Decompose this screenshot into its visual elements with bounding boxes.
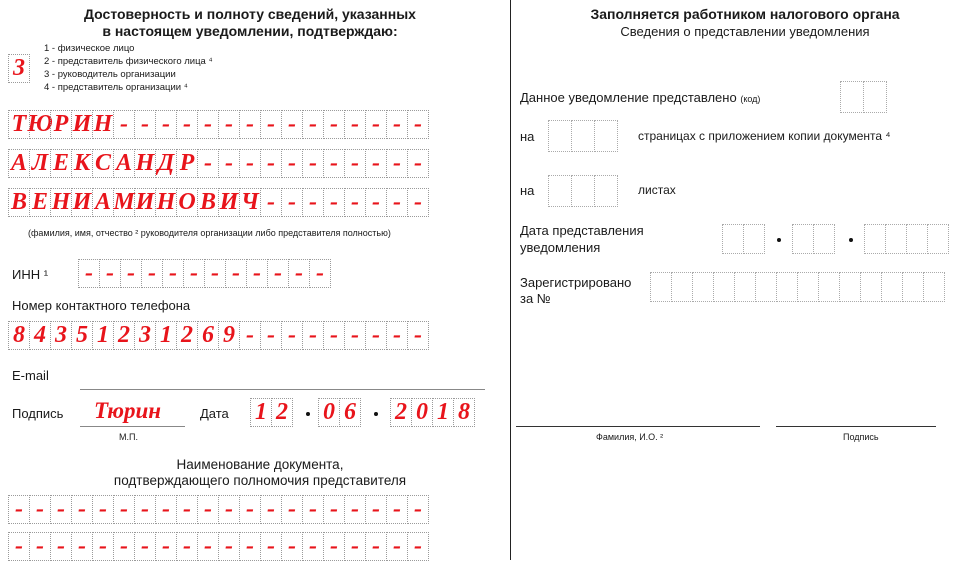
char-cell: Н	[156, 189, 176, 215]
doc-title-line1: Наименование документа,	[176, 457, 344, 472]
reg-date-label-line2: уведомления	[520, 240, 601, 255]
char-cell: И	[72, 189, 92, 215]
registration-label-line2: за №	[520, 291, 551, 306]
date-month-field[interactable]	[318, 398, 360, 427]
char-cell: -	[323, 110, 345, 139]
char-cell: -	[386, 532, 408, 561]
char-cell: -	[50, 532, 72, 561]
char-cell: -	[120, 259, 142, 288]
doc-name-field-1[interactable]	[8, 495, 428, 524]
char-cell: -	[302, 188, 324, 217]
char-cell: 1	[92, 321, 114, 350]
char-cell: -	[281, 321, 303, 350]
char-cell: И	[219, 189, 239, 215]
char-cell: -	[50, 495, 72, 524]
char-cell: -	[134, 110, 156, 139]
char-cell: Т	[8, 110, 30, 139]
char-cell: -	[197, 110, 219, 139]
char-cell: -	[260, 110, 282, 139]
char-cell: -	[407, 495, 429, 524]
char-cell: К	[71, 149, 93, 178]
signature-text: Тюрин	[94, 398, 162, 423]
signer-code-field[interactable]	[8, 54, 29, 83]
char-cell: -	[281, 495, 303, 524]
char-cell: -	[407, 149, 429, 178]
date-separator	[306, 412, 310, 416]
char-cell: Р	[50, 110, 72, 139]
confirmation-title	[30, 6, 470, 40]
registration-label	[520, 275, 631, 307]
char-cell: В	[197, 188, 219, 217]
date-label: Дата	[200, 406, 229, 421]
reg-date-year-boxes[interactable]	[864, 224, 948, 254]
name-caption: (фамилия, имя, отчество ² руководителя организации либо представителя полностью)	[28, 228, 391, 238]
pages-suffix: страницах с приложением копии документа ⁴	[638, 129, 891, 143]
char-cell: -	[302, 110, 324, 139]
sign-caption: Подпись	[843, 432, 879, 442]
char-cell: Р	[176, 149, 198, 178]
date-separator	[777, 238, 781, 242]
char-cell: 6	[197, 321, 219, 350]
reg-date-label	[520, 222, 644, 256]
char-cell: 0	[318, 398, 340, 427]
surname-field[interactable]	[8, 110, 428, 139]
char-cell: -	[302, 149, 324, 178]
registration-number-boxes[interactable]	[650, 272, 944, 302]
char-cell: -	[344, 532, 366, 561]
signer-option: 4 - представитель организации ⁴	[44, 82, 188, 93]
char-cell: -	[344, 321, 366, 350]
char-cell: В	[8, 188, 30, 217]
char-cell: 3	[50, 321, 72, 350]
char-cell: -	[407, 321, 429, 350]
char-cell: Ю	[27, 111, 53, 137]
char-cell: Н	[51, 189, 71, 215]
signer-options	[44, 42, 213, 94]
char-cell: -	[218, 532, 240, 561]
char-cell: -	[239, 321, 261, 350]
presented-label-text: Данное уведомление представлено	[520, 90, 737, 105]
char-cell: -	[365, 149, 387, 178]
email-line	[80, 389, 485, 390]
char-cell: А	[92, 188, 114, 217]
char-cell: -	[246, 259, 268, 288]
char-cell: -	[225, 259, 247, 288]
date-day-field[interactable]	[250, 398, 292, 427]
char-cell: -	[218, 495, 240, 524]
confirmation-title-line1: Достоверность и полноту сведений, указанных	[84, 6, 416, 22]
char-cell: Н	[93, 111, 113, 137]
char-cell: -	[260, 149, 282, 178]
char-cell: О	[176, 188, 198, 217]
char-cell: -	[155, 495, 177, 524]
sheets-count-boxes[interactable]	[548, 175, 617, 207]
sheets-suffix: листах	[638, 183, 676, 197]
char-cell: -	[8, 532, 30, 561]
char-cell: Е	[29, 188, 51, 217]
char-cell: -	[29, 532, 51, 561]
char-cell: -	[344, 495, 366, 524]
tax-office-title: Заполняется работником налогового органа	[590, 6, 900, 22]
char-cell: -	[113, 110, 135, 139]
patronymic-field[interactable]	[8, 188, 428, 217]
email-label: E-mail	[12, 368, 49, 383]
reg-date-day-boxes[interactable]	[722, 224, 764, 254]
sign-line	[776, 426, 936, 427]
char-cell: -	[344, 110, 366, 139]
tax-office-subtitle: Сведения о представлении уведомления	[620, 24, 870, 39]
char-cell: -	[183, 259, 205, 288]
char-cell: -	[204, 259, 226, 288]
char-cell: -	[197, 532, 219, 561]
presented-code-label: (код)	[740, 94, 761, 104]
char-cell: -	[176, 110, 198, 139]
confirmation-title-line2: в настоящем уведомлении, подтверждаю:	[102, 23, 398, 39]
char-cell: -	[71, 532, 93, 561]
char-cell: -	[239, 532, 261, 561]
char-cell: -	[365, 110, 387, 139]
char-cell: 1	[155, 321, 177, 350]
first-name-field[interactable]	[8, 149, 428, 178]
char-cell: -	[113, 532, 135, 561]
char-cell: 9	[218, 321, 240, 350]
phone-label: Номер контактного телефона	[12, 298, 191, 313]
char-cell: -	[323, 321, 345, 350]
char-cell: И	[72, 111, 92, 137]
char-cell: -	[365, 532, 387, 561]
char-cell: -	[365, 495, 387, 524]
char-cell: М	[113, 189, 135, 215]
doc-title-line2: подтверждающего полномочия представителя	[113, 473, 407, 488]
fio-caption: Фамилия, И.О. ²	[596, 432, 664, 442]
char-cell: -	[78, 259, 100, 288]
char-cell: -	[386, 321, 408, 350]
char-cell: -	[113, 495, 135, 524]
signature-label: Подпись	[12, 406, 64, 421]
char-cell: -	[344, 188, 366, 217]
char-cell: Н	[135, 150, 155, 176]
char-cell: 2	[176, 321, 198, 350]
char-cell: -	[218, 110, 240, 139]
char-cell: -	[323, 149, 345, 178]
pages-count-boxes[interactable]	[548, 120, 617, 152]
char-cell: 3	[134, 321, 156, 350]
char-cell: Д	[155, 149, 177, 178]
char-cell: -	[344, 149, 366, 178]
char-cell: -	[323, 188, 345, 217]
char-cell: Ч	[239, 188, 261, 217]
char-cell: -	[365, 321, 387, 350]
signature-line	[80, 426, 185, 427]
char-cell: -	[407, 110, 429, 139]
char-cell: -	[239, 149, 261, 178]
char-cell: -	[281, 188, 303, 217]
char-cell: -	[162, 259, 184, 288]
signer-code-cell: 3	[8, 54, 30, 83]
presented-label	[520, 90, 760, 105]
char-cell: 8	[453, 398, 475, 427]
char-cell: 2	[113, 321, 135, 350]
char-cell: -	[260, 321, 282, 350]
reg-date-month-boxes[interactable]	[792, 224, 834, 254]
char-cell: 4	[29, 321, 51, 350]
char-cell: -	[323, 495, 345, 524]
char-cell: -	[288, 259, 310, 288]
char-cell: -	[281, 149, 303, 178]
char-cell: 1	[432, 398, 454, 427]
doc-title	[30, 457, 490, 489]
sheets-prefix: на	[520, 183, 535, 198]
phone-field[interactable]	[8, 321, 428, 350]
char-cell: -	[239, 495, 261, 524]
char-cell: -	[260, 495, 282, 524]
char-cell: -	[155, 532, 177, 561]
char-cell: -	[92, 532, 114, 561]
char-cell: -	[8, 495, 30, 524]
char-cell: -	[365, 188, 387, 217]
date-separator	[374, 412, 378, 416]
char-cell: -	[407, 188, 429, 217]
char-cell: -	[309, 259, 331, 288]
signer-option: 3 - руководитель организации	[44, 69, 176, 80]
char-cell: -	[29, 495, 51, 524]
reg-date-label-line1: Дата представления	[520, 223, 644, 238]
fio-line	[516, 426, 760, 427]
pages-prefix: на	[520, 129, 535, 144]
date-year-field[interactable]	[390, 398, 474, 427]
inn-field[interactable]	[78, 259, 330, 288]
char-cell: -	[302, 532, 324, 561]
char-cell: -	[134, 495, 156, 524]
char-cell: -	[267, 259, 289, 288]
char-cell: -	[197, 149, 219, 178]
char-cell: -	[218, 149, 240, 178]
char-cell: -	[386, 495, 408, 524]
char-cell: Л	[29, 149, 51, 178]
char-cell: -	[302, 495, 324, 524]
char-cell: -	[386, 188, 408, 217]
column-divider	[510, 0, 511, 560]
char-cell: -	[92, 495, 114, 524]
inn-label: ИНН ¹	[12, 267, 49, 282]
presented-code-boxes[interactable]	[840, 81, 886, 113]
char-cell: А	[8, 149, 30, 178]
char-cell: 6	[339, 398, 361, 427]
char-cell: -	[71, 495, 93, 524]
char-cell: -	[176, 495, 198, 524]
char-cell: -	[386, 149, 408, 178]
char-cell: Е	[50, 149, 72, 178]
mp-label: М.П.	[119, 432, 138, 442]
char-cell: 5	[71, 321, 93, 350]
char-cell: -	[281, 110, 303, 139]
char-cell: -	[99, 259, 121, 288]
char-cell: -	[260, 532, 282, 561]
char-cell: И	[135, 189, 155, 215]
char-cell: -	[141, 259, 163, 288]
char-cell: 1	[250, 398, 272, 427]
char-cell: 2	[271, 398, 293, 427]
char-cell: -	[239, 110, 261, 139]
char-cell: 0	[411, 398, 433, 427]
signer-option: 2 - представитель физического лица ⁴	[44, 56, 213, 67]
char-cell: С	[92, 149, 114, 178]
registration-label-line1: Зарегистрировано	[520, 275, 632, 290]
char-cell: -	[386, 110, 408, 139]
char-cell: -	[197, 495, 219, 524]
char-cell: 2	[390, 398, 412, 427]
char-cell: А	[113, 149, 135, 178]
char-cell: -	[302, 321, 324, 350]
doc-name-field-2[interactable]	[8, 532, 428, 561]
date-separator	[849, 238, 853, 242]
char-cell: -	[134, 532, 156, 561]
char-cell: -	[281, 532, 303, 561]
signer-option: 1 - физическое лицо	[44, 43, 135, 54]
char-cell: -	[155, 110, 177, 139]
char-cell: -	[407, 532, 429, 561]
char-cell: 8	[8, 321, 30, 350]
char-cell: -	[176, 532, 198, 561]
char-cell: -	[260, 188, 282, 217]
char-cell: -	[323, 532, 345, 561]
